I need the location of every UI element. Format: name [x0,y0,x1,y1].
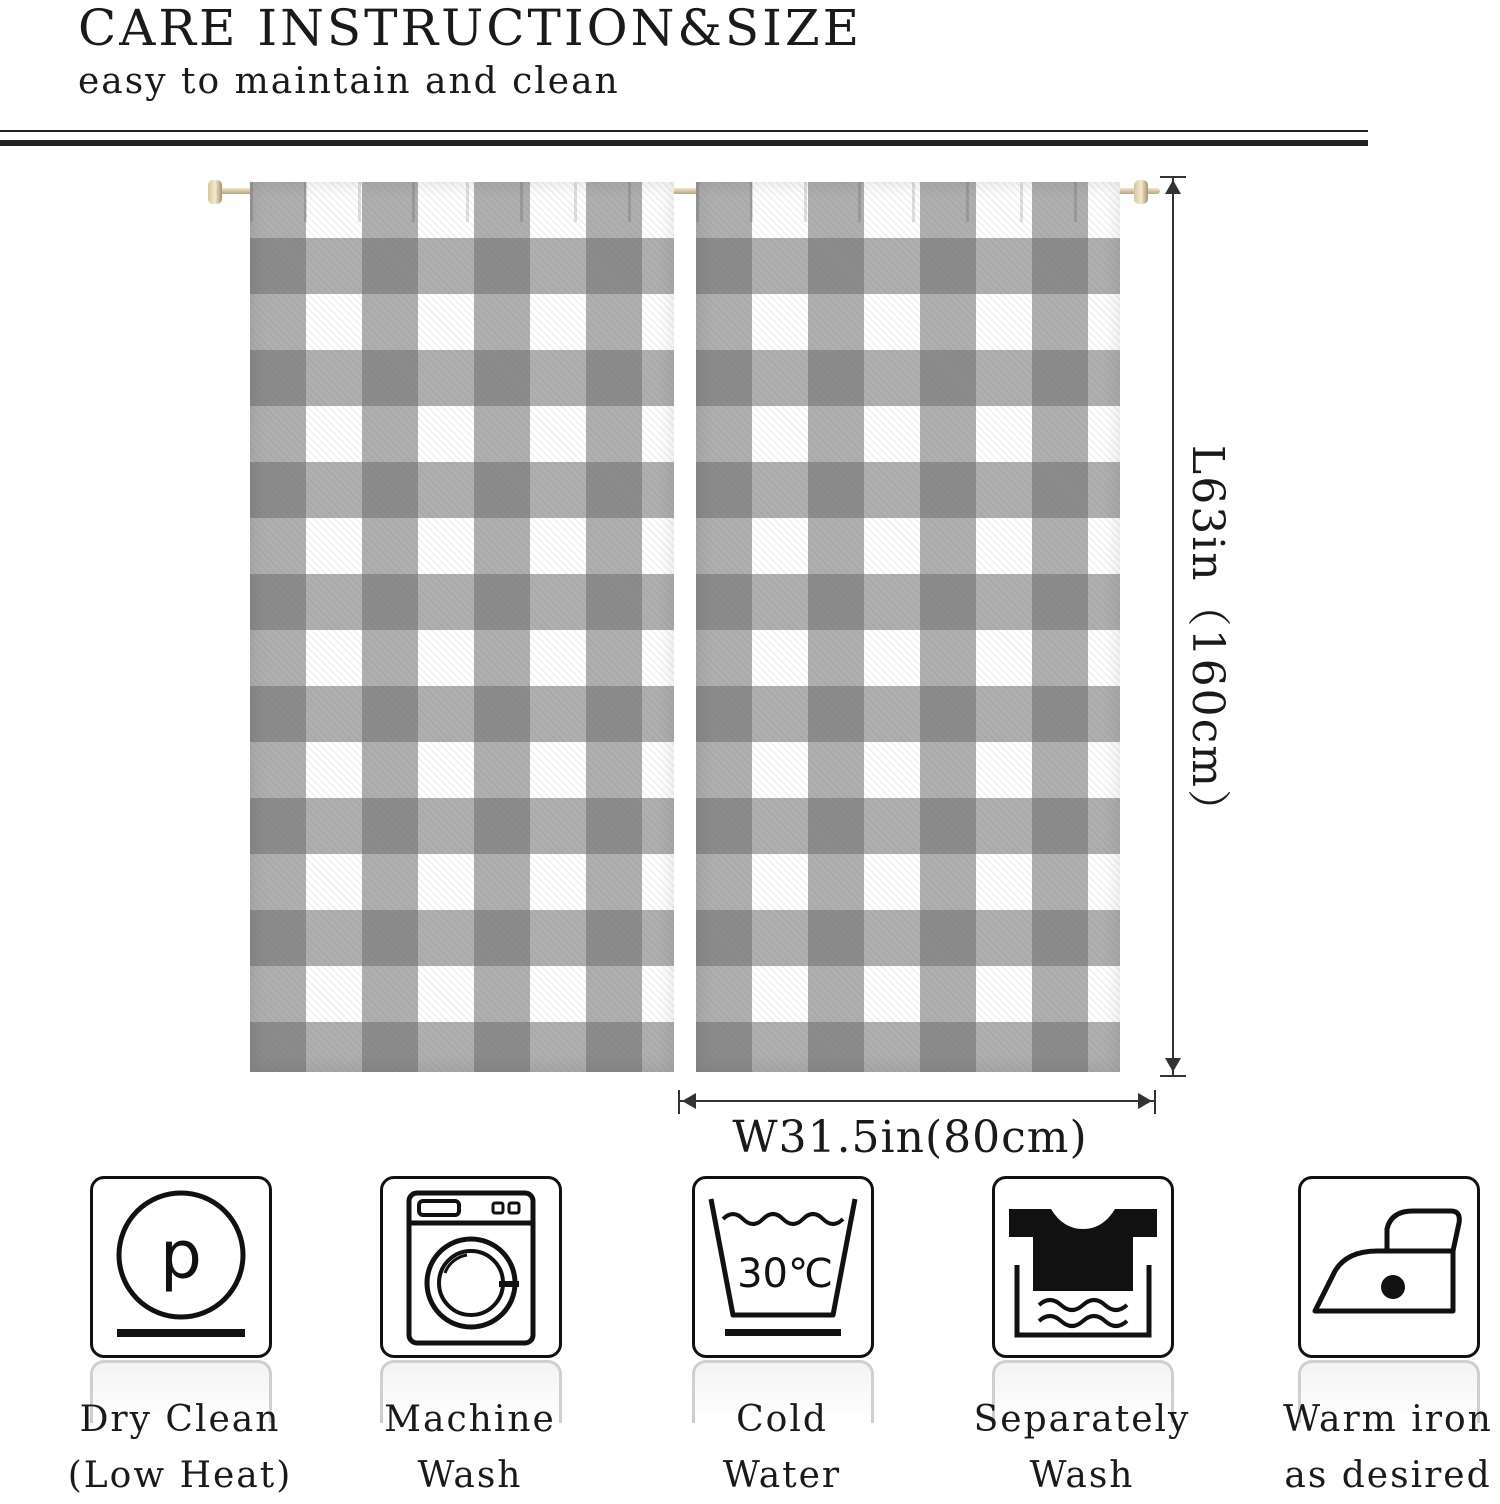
length-cap-top [1160,176,1186,178]
care-label-line2: Wash [417,1455,523,1496]
rod-finial-left [208,180,222,204]
care-label [662,1392,902,1504]
wash-tub-icon [695,1179,871,1355]
width-arrow-left-icon [682,1093,696,1109]
header-title: CARE INSTRUCTION&SIZE [78,0,863,57]
length-cap-bottom [1160,1075,1186,1077]
length-arrow-bottom-icon [1165,1058,1181,1072]
care-label-line1: Machine [384,1399,556,1440]
care-icon-box [380,1176,562,1358]
header-subtitle: easy to maintain and clean [78,61,620,102]
length-arrow-top-icon [1165,180,1181,194]
care-label-line2: (Low Heat) [67,1455,293,1496]
temperature-badge: 30℃ [737,1251,833,1297]
care-icon-box [1298,1176,1480,1358]
width-cap-left [678,1090,680,1114]
care-icon-box [692,1176,874,1358]
width-cap-right [1154,1090,1156,1114]
care-label-line1: Warm iron [1283,1399,1493,1440]
care-label-line2: as desired [1284,1455,1492,1496]
width-line [678,1100,1156,1102]
washing-machine-icon [383,1179,559,1355]
curtain-panel-right [696,182,1120,1072]
width-label: W31.5in(80cm) [732,1112,1088,1163]
length-line [1172,176,1174,1076]
rod-finial-right [1134,180,1148,204]
care-label [962,1392,1202,1504]
care-label-line2: Water [722,1455,842,1496]
care-label [1268,1392,1500,1504]
iron-icon [1301,1179,1477,1355]
care-label [60,1392,300,1504]
care-icon-box [90,1176,272,1358]
divider-thin [0,130,1368,132]
care-label-line1: Dry Clean [79,1399,281,1440]
dry-clean-icon [93,1179,269,1355]
width-arrow-right-icon [1138,1093,1152,1109]
curtain-panel-left [250,182,674,1072]
care-label [350,1392,590,1504]
length-label: L63in（160cm） [1182,445,1233,835]
care-icon-box [992,1176,1174,1358]
separate-wash-icon [995,1179,1171,1355]
care-label-line1: Separately [973,1399,1191,1440]
care-label-line1: Cold [736,1399,828,1440]
divider-thick [0,140,1368,146]
care-label-line2: Wash [1029,1455,1135,1496]
svg-text:p: p [160,1217,202,1294]
